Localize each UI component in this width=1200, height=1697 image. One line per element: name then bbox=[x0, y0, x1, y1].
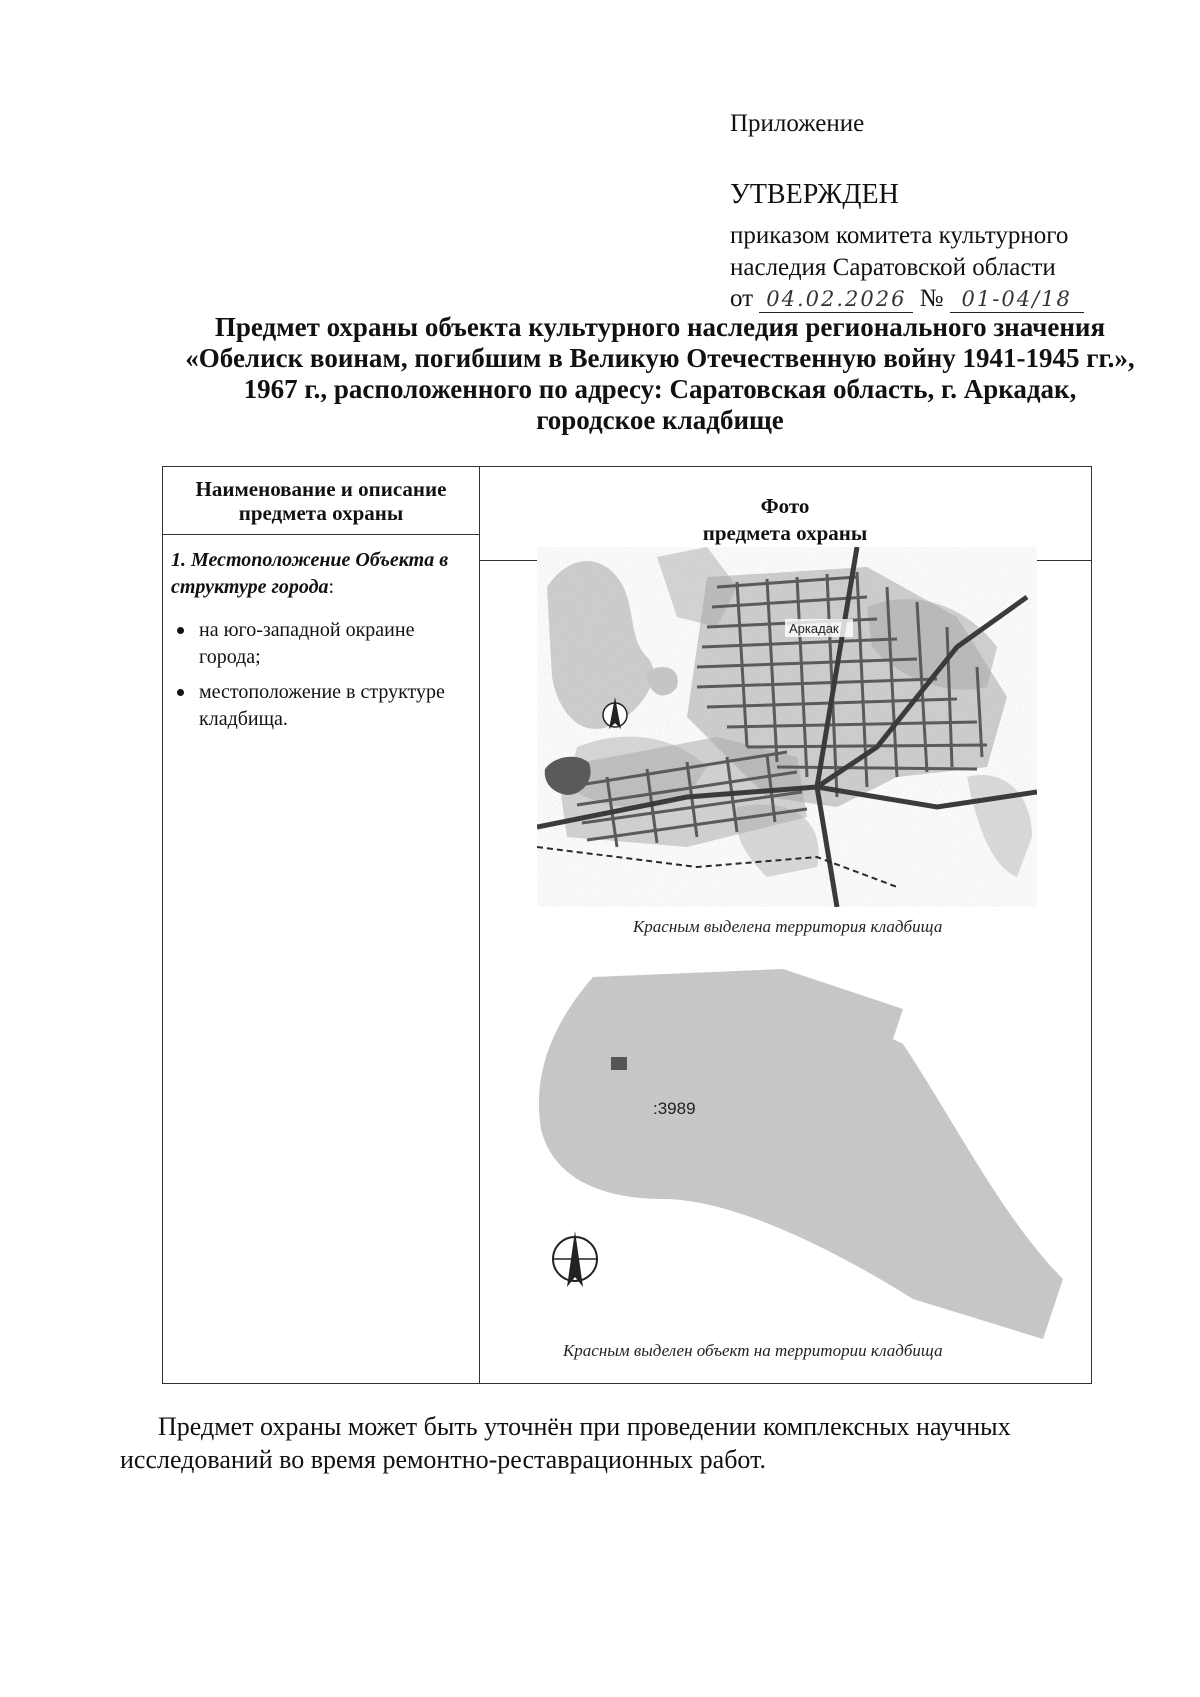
description-cell bbox=[171, 547, 471, 741]
city-map-caption: Красным выделена территория кладбища bbox=[633, 917, 943, 936]
header-right-line-2: предмета охраны bbox=[702, 521, 868, 545]
city-label: Аркадак bbox=[789, 621, 839, 636]
approved-label: УТВЕРЖДЕН bbox=[730, 179, 899, 211]
protection-subject-table bbox=[162, 466, 1092, 1384]
header-left: Наименование и описание предмета охраны bbox=[163, 467, 479, 535]
approval-date-line bbox=[730, 283, 1150, 314]
handwritten-number: 01-04/18 bbox=[950, 286, 1084, 313]
city-map bbox=[537, 547, 1037, 907]
section-title bbox=[171, 547, 471, 601]
north-arrow-icon bbox=[553, 1231, 597, 1287]
scan-grain bbox=[513, 969, 1073, 1349]
approval-line-1: приказом комитета культурного bbox=[730, 222, 1069, 250]
handwritten-date: 04.02.2026 bbox=[759, 286, 913, 313]
cadastral-number: :3989 bbox=[653, 1099, 696, 1118]
cemetery-plan bbox=[513, 969, 1073, 1349]
bullet-list bbox=[171, 617, 471, 733]
appendix-label: Приложение bbox=[730, 110, 865, 137]
approval-line-2: наследия Саратовской области bbox=[730, 253, 1056, 281]
approval-block bbox=[730, 108, 1150, 314]
cemetery-plan-caption: Красным выделен объект на территории кладбища bbox=[563, 1341, 943, 1360]
section-title-text: 1. Местоположение Объекта в структуре города bbox=[171, 549, 449, 598]
monument-marker bbox=[611, 1057, 627, 1070]
document-title: Предмет охраны объекта культурного наследия регионального значения «Обелиск воинам, погибшим в Великую Отечественную войну 1941-1945 гг.», 1967 г., расположенного по адресу: Саратовская область, г. Аркадак, городское кладбище bbox=[185, 312, 1135, 435]
bullet-item: на юго-западной окраине города; bbox=[171, 617, 471, 671]
date-prefix: от bbox=[730, 284, 754, 312]
header-right-line-1: Фото bbox=[760, 494, 810, 518]
bullet-item: местоположение в структуре кладбища. bbox=[171, 679, 471, 733]
number-sign: № bbox=[919, 284, 944, 312]
section-title-colon: : bbox=[328, 576, 335, 598]
column-divider bbox=[479, 467, 480, 1383]
footer-note: Предмет охраны может быть уточнён при проведении комплексных научных исследований во время ремонтно-реставрационных работ. bbox=[120, 1412, 1011, 1474]
